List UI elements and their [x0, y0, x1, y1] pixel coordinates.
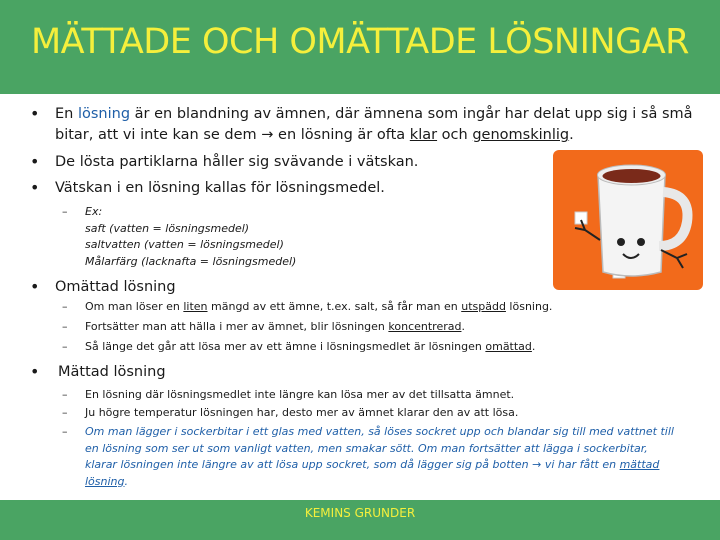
utspadd-term: utspädd [461, 300, 506, 313]
m3c-mid: vi har fått en [541, 458, 620, 471]
bullet-dot: • [30, 152, 40, 171]
bullet-dot: • [30, 104, 40, 123]
omattad-line-2 [85, 319, 465, 336]
b1-line2: bitar, att vi inte kan se dem → en lösning är ofta [55, 127, 410, 143]
m3b: en lösning som ser ut som vanligt vatten, men smakar sött. Om man fortsätter att lägga i sockerbitar, [85, 441, 648, 455]
mattad-line-3 [85, 424, 674, 490]
bullet-text-3: Vätskan i en lösning kallas för lösningsmedel. [55, 180, 385, 196]
dash-marker: – [62, 425, 68, 438]
o3-end: . [531, 340, 536, 353]
losning-term-2: lösning [85, 474, 125, 488]
m3c-pre: klarar lösningen inte längre av att lösa upp sockret, som då lägger sig på botten [85, 458, 533, 471]
mattad-line-1: En lösning där lösningsmedlet inte längre kan lösa mer av det tillsatta ämnet. [85, 388, 515, 401]
eye-icon [637, 238, 645, 246]
genomskinlig-term: genomskinlig [472, 127, 570, 143]
bullet-dot: • [30, 178, 40, 197]
klar-term: klar [409, 127, 438, 143]
losning-term: lösning [77, 106, 131, 122]
examples-block [85, 204, 296, 270]
dash-marker: – [62, 388, 68, 401]
dash-marker: – [62, 406, 68, 419]
omattad-heading: Omättad lösning [55, 279, 176, 295]
o1-pre: Om man löser en [85, 300, 184, 313]
example-item: Målarfärg (lacknafta = lösningsmedel) [85, 254, 297, 268]
dash-marker: – [62, 320, 68, 333]
eye-icon [617, 238, 625, 246]
b1-och: och [437, 127, 473, 143]
koncentrerad-term: koncentrerad [388, 320, 462, 333]
mattad-heading: Mättad lösning [58, 364, 166, 380]
o3-pre: Så länge det går att lösa mer av ett ämne i lösningsmedlet är lösningen [85, 340, 486, 353]
mattad-line-2: Ju högre temperatur lösningen har, desto mer av ämnet klarar den av att lösa. [85, 406, 519, 419]
liten-term: liten [183, 300, 208, 313]
example-item: saft (vatten = lösningsmedel) [85, 221, 250, 235]
o1-end: lösning. [505, 300, 553, 313]
coffee-mug-illustration [553, 150, 703, 290]
dash-marker: – [62, 300, 68, 313]
mug-body [598, 175, 665, 276]
m3d-end: . [124, 474, 128, 488]
m3a: Om man lägger i sockerbitar i ett glas med vatten, så löses sockret upp och blandar sig till med vattnet till [85, 425, 674, 438]
omattad-line-3 [85, 339, 535, 356]
example-item: saltvatten (vatten = lösningsmedel) [85, 238, 284, 251]
o2-pre: Fortsätter man att hälla i mer av ämnet, blir lösningen [85, 320, 389, 333]
examples-label: Ex: [85, 205, 103, 218]
omattad-line-1 [85, 299, 552, 316]
mattad-term: mättad [619, 458, 660, 471]
arrow-icon: → [532, 458, 542, 471]
omattad-term: omättad [485, 340, 532, 353]
bullet-text-2: De lösta partiklarna håller sig svävande i vätskan. [55, 154, 419, 170]
b1-end: . [569, 127, 574, 143]
page-title: MÄTTADE OCH OMÄTTADE LÖSNINGAR [30, 22, 690, 62]
bullet-text-1 [55, 104, 693, 146]
coffee-surface [603, 169, 661, 183]
o2-end: . [461, 320, 465, 333]
dash-marker: – [62, 340, 68, 353]
bullet-dot: • [30, 362, 40, 381]
b1-pre: En [55, 106, 78, 122]
o1-mid: mängd av ett ämne, t.ex. salt, så får man en [207, 300, 462, 313]
dash-marker: – [62, 205, 68, 218]
bullet-dot: • [30, 277, 40, 296]
b1-post: är en blandning av ämnen, där ämnena som ingår har delat upp sig i så små [130, 106, 693, 122]
footer-label: KEMINS GRUNDER [304, 506, 416, 520]
